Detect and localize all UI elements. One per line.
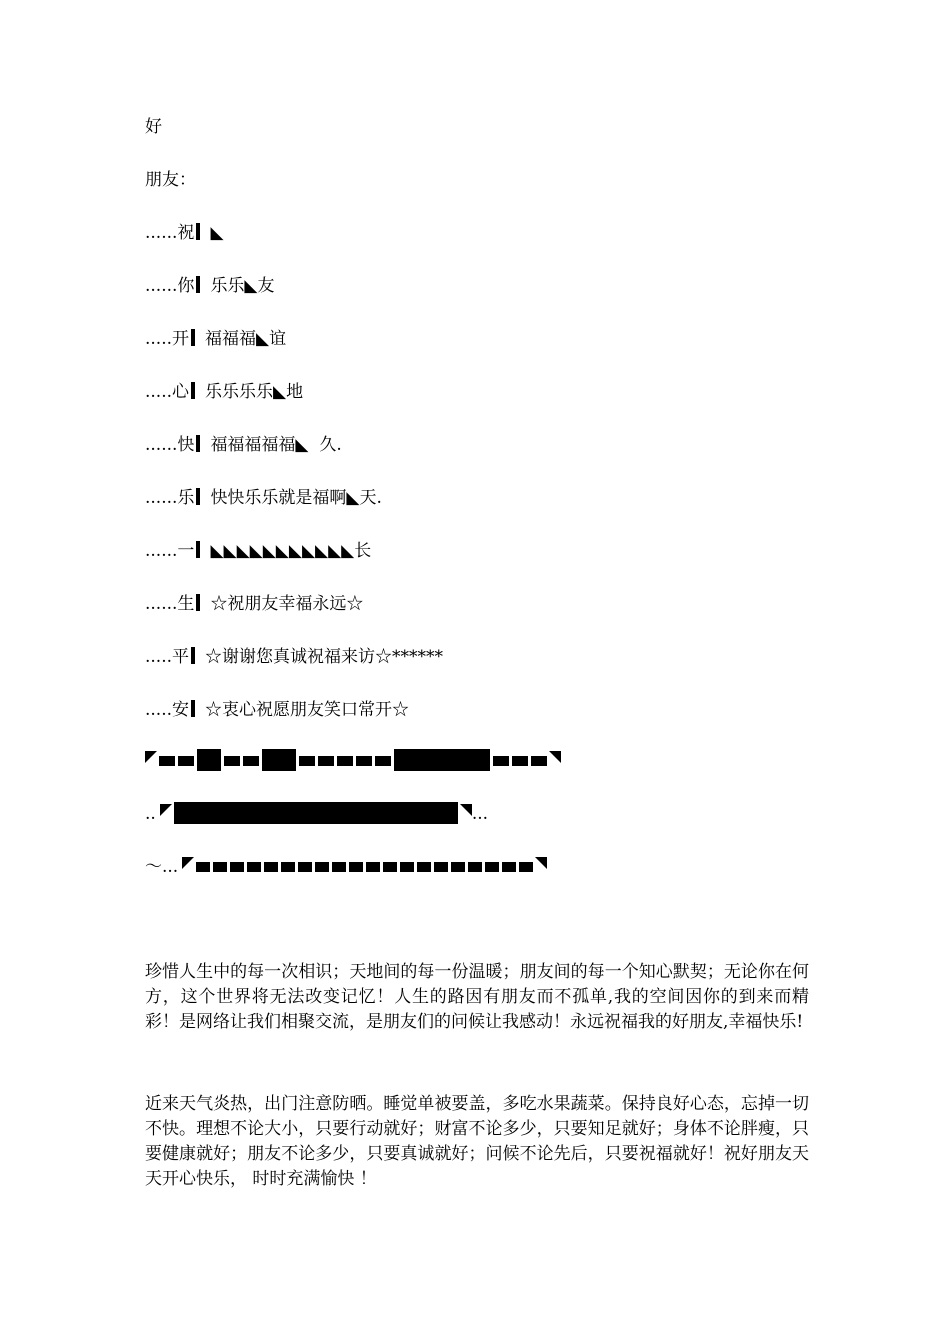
block-mark xyxy=(434,862,448,872)
verse-line xyxy=(145,274,275,298)
block-mark xyxy=(366,862,380,872)
block-mark xyxy=(337,756,353,766)
decorative-block-row xyxy=(145,802,488,826)
bar-mark xyxy=(196,488,200,505)
trail-dots: ... xyxy=(471,804,489,824)
block-mark xyxy=(196,862,210,872)
block-mark xyxy=(468,862,482,872)
verse-text: 乐乐◣友 xyxy=(210,276,275,296)
block-mark xyxy=(485,862,499,872)
block-mark xyxy=(512,756,528,766)
verse-prefix: ......祝 xyxy=(145,223,195,243)
bar-mark xyxy=(191,647,195,664)
block-mark xyxy=(451,862,465,872)
verse-line xyxy=(145,645,443,669)
verse-text: 福福福◣谊 xyxy=(205,329,287,349)
verse-prefix: ......一 xyxy=(145,541,195,561)
block-mark xyxy=(159,756,175,766)
paragraph-friendship: 珍惜人生中的每一次相识；天地间的每一份温暖；朋友间的每一个知心默契；无论你在何方，这个世界将无法改变记忆！人生的路因有朋友而不孤单,我的空间因你的到来而精彩！是网络让我们相聚交流，是朋友们的问候让我感动！永远祝福我的好朋友,幸福快乐! xyxy=(145,962,809,1032)
block-mark xyxy=(383,862,397,872)
bar-mark xyxy=(196,276,200,293)
decorative-block-row xyxy=(145,855,547,879)
bar-mark xyxy=(191,329,195,346)
corner-triangle-right-icon xyxy=(460,804,472,816)
block-mark xyxy=(493,756,509,766)
verse-prefix: .....开 xyxy=(145,329,190,349)
block-mark xyxy=(531,756,547,766)
corner-triangle-left-icon xyxy=(160,804,172,816)
block-mark xyxy=(502,862,516,872)
verse-text: ◣◣◣◣◣◣◣◣◣◣◣长 xyxy=(210,541,372,561)
verse-text: ☆衷心祝愿朋友笑口常开☆ xyxy=(205,700,410,720)
verse-text: 福福福福福◣ 久. xyxy=(210,435,342,455)
verse-line xyxy=(145,539,371,563)
verse-text: 快快乐乐就是福啊◣天. xyxy=(210,488,382,508)
block-mark xyxy=(299,756,315,766)
block-mark xyxy=(262,749,296,771)
greeting-line-2: 朋友： xyxy=(145,170,196,190)
verse-line xyxy=(145,486,382,510)
block-mark xyxy=(298,862,312,872)
bar-mark xyxy=(196,541,200,558)
block-mark xyxy=(281,862,295,872)
verse-line xyxy=(145,327,286,351)
block-mark xyxy=(213,862,227,872)
verse-prefix: ......生 xyxy=(145,594,195,614)
verse-prefix: .....心 xyxy=(145,382,190,402)
block-mark xyxy=(394,749,490,771)
block-mark xyxy=(519,862,533,872)
greeting-line-1: 好 xyxy=(145,117,162,137)
corner-triangle-left-icon xyxy=(182,857,194,869)
bar-mark xyxy=(196,594,200,611)
verse-prefix: ......你 xyxy=(145,276,195,296)
bar-mark xyxy=(196,223,200,240)
bar-mark xyxy=(196,435,200,452)
verse-text: ☆祝朋友幸福永远☆ xyxy=(210,594,364,614)
block-mark xyxy=(356,756,372,766)
lead-tilde-dots: ～... xyxy=(145,857,179,877)
corner-triangle-left-icon xyxy=(145,751,157,763)
block-mark xyxy=(400,862,414,872)
block-mark xyxy=(230,862,244,872)
verse-text: 乐乐乐乐◣地 xyxy=(205,382,304,402)
verse-prefix: ......快 xyxy=(145,435,195,455)
block-mark xyxy=(224,756,240,766)
block-mark xyxy=(264,862,278,872)
block-mark xyxy=(332,862,346,872)
block-mark xyxy=(174,802,458,824)
block-mark xyxy=(243,756,259,766)
verse-line xyxy=(145,698,409,722)
corner-triangle-right-icon xyxy=(535,857,547,869)
verse-prefix: ......乐 xyxy=(145,488,195,508)
verse-text: ◣ xyxy=(210,223,224,243)
block-mark xyxy=(417,862,431,872)
block-mark xyxy=(315,862,329,872)
verse-line xyxy=(145,433,342,457)
block-mark xyxy=(375,756,391,766)
bar-mark xyxy=(191,382,195,399)
block-mark xyxy=(349,862,363,872)
block-mark xyxy=(247,862,261,872)
decorative-block-row xyxy=(145,749,561,773)
verse-line xyxy=(145,592,363,616)
block-mark xyxy=(318,756,334,766)
lead-dots: .. xyxy=(145,804,156,824)
verse-line xyxy=(145,380,303,404)
verse-prefix: .....平 xyxy=(145,647,190,667)
block-mark xyxy=(178,756,194,766)
block-mark xyxy=(197,749,221,771)
verse-text: ☆谢谢您真诚祝福来访☆****** xyxy=(205,647,444,667)
verse-prefix: .....安 xyxy=(145,700,190,720)
corner-triangle-right-icon xyxy=(549,751,561,763)
bar-mark xyxy=(191,700,195,717)
paragraph-summer-wishes: 近来天气炎热，出门注意防晒。睡觉单被要盖，多吃水果蔬菜。保持良好心态，忘掉一切不快。理想不论大小，只要行动就好；财富不论多少，只要知足就好；身体不论胖瘦，只要健康就好；朋友不论多少，只要真诚就好；问候不论先后，只要祝福就好！祝好朋友天天开心快乐， 时时充满愉快 ！ xyxy=(145,1094,809,1189)
verse-line xyxy=(145,221,224,245)
